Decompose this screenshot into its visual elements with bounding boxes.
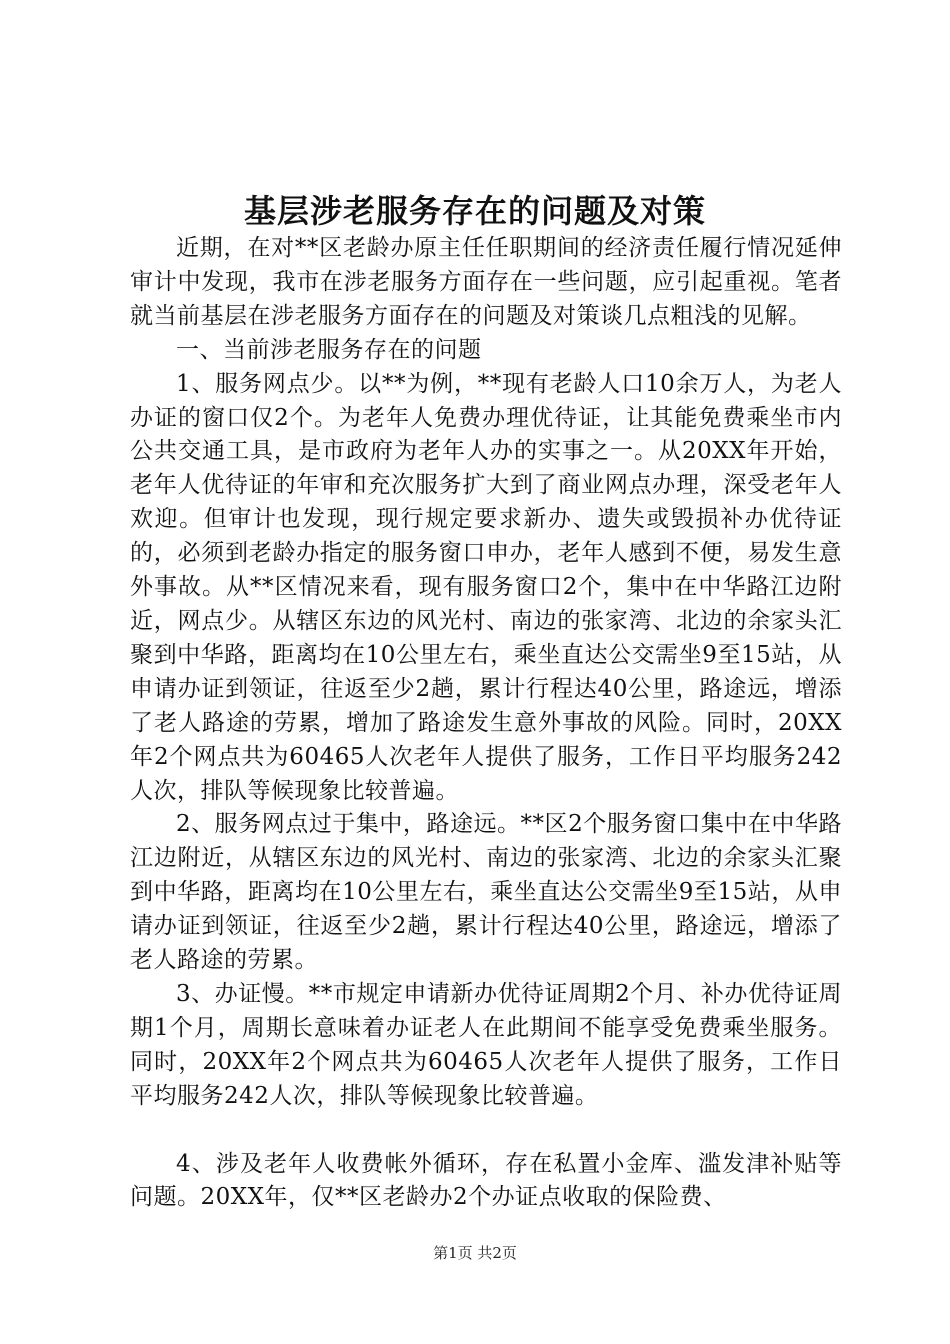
problem-paragraph-3: 3、办证慢。**市规定申请新办优待证周期2个月、补办优待证周期1个月，周期长意味着办证老人在此期间不能享受免费乘坐服务。同时，20XX年2个网点共为60465人次老年人提供了服务，工作日平均服务242人次，排队等候现象比较普遍。 (130, 980, 842, 1109)
problem-paragraph-1: 1、服务网点少。以**为例，**现有老龄人口10余万人，为老人办证的窗口仅2个。为老年人免费办理优待证，让其能免费乘坐市内公共交通工具，是市政府为老年人办的实事之一。从20XX年开始，老年人优待证的年审和充次服务扩大到了商业网点办理，深受老年人欢迎。但审计也发现，现行规定要求新办、遗失或毁损补办优待证的，必须到老龄办指定的服务窗口申办，老年人感到不便，易发生意外事故。从**区情况来看，现有服务窗口2个，集中在中华路江边附近，网点少。从辖区东边的风光村、南边的张家湾、北边的余家头汇聚到中华路，距离均在10公里左右，乘坐直达公交需坐9至15站，从申请办证到领证，往返至少2趟，累计行程达40公里，路途远，增添了老人路途的劳累，增加了路途发生意外事故的风险。同时，20XX年2个网点共为60465人次老年人提供了服务，工作日平均服务242人次，排队等候现象比较普遍。 (130, 370, 842, 804)
intro-paragraph: 近期，在对**区老龄办原主任任职期间的经济责任履行情况延伸审计中发现，我市在涉老服务方面存在一些问题，应引起重视。笔者就当前基层在涉老服务方面存在的问题及对策谈几点粗浅的见解。 (130, 235, 842, 329)
page-number-footer: 第1页 共2页 (433, 1244, 517, 1262)
document-title: 基层涉老服务存在的问题及对策 (243, 192, 706, 230)
problem-paragraph-2: 2、服务网点过于集中，路途远。**区2个服务窗口集中在中华路江边附近，从辖区东边的风光村、南边的张家湾、北边的余家头汇聚到中华路，距离均在10公里左右，乘坐直达公交需坐9至15站，从申请办证到领证，往返至少2趟，累计行程达40公里，路途远，增添了老人路途的劳累。 (130, 811, 842, 974)
document-body (130, 232, 842, 1215)
problem-paragraph-4: 4、涉及老年人收费帐外循环，存在私置小金库、滥发津补贴等问题。20XX年，仅**区老龄办2个办证点收取的保险费、 (130, 1150, 842, 1211)
section-heading: 一、当前涉老服务存在的问题 (176, 336, 482, 363)
